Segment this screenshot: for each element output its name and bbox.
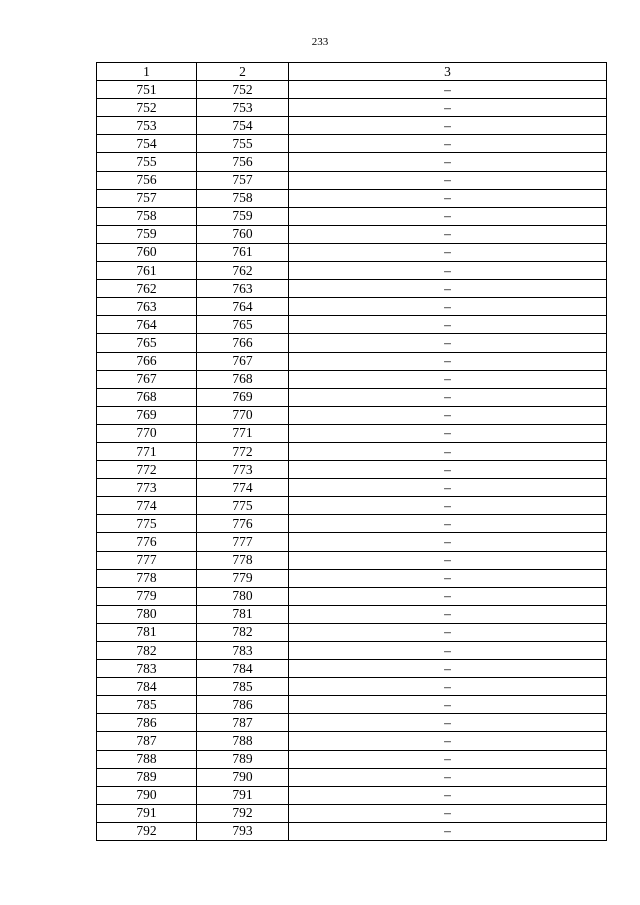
table-row bbox=[97, 461, 607, 479]
table-cell-col-3: – bbox=[289, 225, 607, 243]
table-row bbox=[97, 678, 607, 696]
table-cell-col-3: – bbox=[289, 497, 607, 515]
table-row bbox=[97, 660, 607, 678]
table-cell-col-3: – bbox=[289, 461, 607, 479]
table-row bbox=[97, 497, 607, 515]
table-cell-col-3: – bbox=[289, 370, 607, 388]
table-cell-col-1: 757 bbox=[97, 189, 197, 207]
table-cell-col-3: – bbox=[289, 171, 607, 189]
table-cell-col-3: – bbox=[289, 243, 607, 261]
table-cell-col-3: – bbox=[289, 804, 607, 822]
table-cell-col-1: 764 bbox=[97, 316, 197, 334]
table-cell-col-1: 787 bbox=[97, 732, 197, 750]
table-row bbox=[97, 732, 607, 750]
table-cell-col-2: 754 bbox=[197, 117, 289, 135]
table-cell-col-1: 769 bbox=[97, 406, 197, 424]
column-header-2: 2 bbox=[197, 63, 289, 81]
table-cell-col-1: 768 bbox=[97, 388, 197, 406]
table-cell-col-3: – bbox=[289, 442, 607, 460]
table-cell-col-2: 790 bbox=[197, 768, 289, 786]
table-cell-col-1: 781 bbox=[97, 623, 197, 641]
table-cell-col-1: 761 bbox=[97, 262, 197, 280]
table-cell-col-3: – bbox=[289, 406, 607, 424]
table-cell-col-2: 768 bbox=[197, 370, 289, 388]
table-row bbox=[97, 352, 607, 370]
table-row bbox=[97, 551, 607, 569]
table-cell-col-3: – bbox=[289, 153, 607, 171]
table-cell-col-2: 772 bbox=[197, 442, 289, 460]
table-cell-col-2: 783 bbox=[197, 642, 289, 660]
table-cell-col-2: 788 bbox=[197, 732, 289, 750]
table-cell-col-2: 776 bbox=[197, 515, 289, 533]
table-cell-col-3: – bbox=[289, 768, 607, 786]
table-cell-col-3: – bbox=[289, 262, 607, 280]
table-cell-col-2: 777 bbox=[197, 533, 289, 551]
table-cell-col-1: 789 bbox=[97, 768, 197, 786]
table-cell-col-2: 752 bbox=[197, 81, 289, 99]
table-row bbox=[97, 225, 607, 243]
table-cell-col-2: 786 bbox=[197, 696, 289, 714]
table-row bbox=[97, 822, 607, 840]
table-row bbox=[97, 316, 607, 334]
table-cell-col-3: – bbox=[289, 569, 607, 587]
table-cell-col-3: – bbox=[289, 424, 607, 442]
table-row bbox=[97, 696, 607, 714]
table-row bbox=[97, 605, 607, 623]
table-body bbox=[97, 81, 607, 841]
table-cell-col-1: 771 bbox=[97, 442, 197, 460]
column-header-3: 3 bbox=[289, 63, 607, 81]
table-cell-col-2: 767 bbox=[197, 352, 289, 370]
table-cell-col-2: 775 bbox=[197, 497, 289, 515]
table-row bbox=[97, 750, 607, 768]
table-cell-col-2: 757 bbox=[197, 171, 289, 189]
table-cell-col-2: 763 bbox=[197, 280, 289, 298]
table-cell-col-2: 773 bbox=[197, 461, 289, 479]
table-cell-col-3: – bbox=[289, 515, 607, 533]
table-row bbox=[97, 280, 607, 298]
table-cell-col-1: 785 bbox=[97, 696, 197, 714]
table-cell-col-1: 762 bbox=[97, 280, 197, 298]
table-cell-col-3: – bbox=[289, 642, 607, 660]
table-row bbox=[97, 171, 607, 189]
table-row bbox=[97, 334, 607, 352]
table-cell-col-2: 792 bbox=[197, 804, 289, 822]
table-cell-col-1: 774 bbox=[97, 497, 197, 515]
table-cell-col-3: – bbox=[289, 81, 607, 99]
table-row bbox=[97, 569, 607, 587]
table-cell-col-3: – bbox=[289, 678, 607, 696]
table-row bbox=[97, 479, 607, 497]
table-row bbox=[97, 804, 607, 822]
table-cell-col-3: – bbox=[289, 280, 607, 298]
table-cell-col-3: – bbox=[289, 551, 607, 569]
table-cell-col-1: 755 bbox=[97, 153, 197, 171]
table-cell-col-1: 791 bbox=[97, 804, 197, 822]
table-cell-col-2: 762 bbox=[197, 262, 289, 280]
table-cell-col-3: – bbox=[289, 207, 607, 225]
table-cell-col-2: 761 bbox=[197, 243, 289, 261]
table-cell-col-3: – bbox=[289, 334, 607, 352]
table-cell-col-3: – bbox=[289, 786, 607, 804]
table-row bbox=[97, 714, 607, 732]
table-cell-col-3: – bbox=[289, 605, 607, 623]
table-cell-col-2: 782 bbox=[197, 623, 289, 641]
table-cell-col-1: 775 bbox=[97, 515, 197, 533]
table-cell-col-1: 776 bbox=[97, 533, 197, 551]
table-cell-col-2: 770 bbox=[197, 406, 289, 424]
table-cell-col-2: 791 bbox=[197, 786, 289, 804]
table-cell-col-2: 787 bbox=[197, 714, 289, 732]
table-cell-col-3: – bbox=[289, 822, 607, 840]
table-cell-col-2: 771 bbox=[197, 424, 289, 442]
table-cell-col-2: 769 bbox=[197, 388, 289, 406]
table-cell-col-2: 758 bbox=[197, 189, 289, 207]
table-cell-col-3: – bbox=[289, 99, 607, 117]
table-cell-col-1: 777 bbox=[97, 551, 197, 569]
table-cell-col-1: 783 bbox=[97, 660, 197, 678]
table-row bbox=[97, 207, 607, 225]
table-row bbox=[97, 153, 607, 171]
table-cell-col-1: 788 bbox=[97, 750, 197, 768]
table-cell-col-2: 780 bbox=[197, 587, 289, 605]
table-row bbox=[97, 370, 607, 388]
table-cell-col-2: 784 bbox=[197, 660, 289, 678]
table-cell-col-1: 767 bbox=[97, 370, 197, 388]
table-row bbox=[97, 406, 607, 424]
table-cell-col-3: – bbox=[289, 388, 607, 406]
table-cell-col-1: 765 bbox=[97, 334, 197, 352]
table-row bbox=[97, 189, 607, 207]
table-cell-col-3: – bbox=[289, 750, 607, 768]
table-cell-col-3: – bbox=[289, 189, 607, 207]
table-cell-col-1: 782 bbox=[97, 642, 197, 660]
table-cell-col-1: 790 bbox=[97, 786, 197, 804]
table-cell-col-1: 773 bbox=[97, 479, 197, 497]
table-cell-col-2: 778 bbox=[197, 551, 289, 569]
table-cell-col-2: 766 bbox=[197, 334, 289, 352]
table-row bbox=[97, 262, 607, 280]
table-cell-col-3: – bbox=[289, 696, 607, 714]
table-row bbox=[97, 642, 607, 660]
table-cell-col-1: 752 bbox=[97, 99, 197, 117]
table-cell-col-2: 753 bbox=[197, 99, 289, 117]
table-row bbox=[97, 786, 607, 804]
table-cell-col-2: 793 bbox=[197, 822, 289, 840]
table-cell-col-2: 764 bbox=[197, 298, 289, 316]
table-cell-col-1: 780 bbox=[97, 605, 197, 623]
table-cell-col-3: – bbox=[289, 135, 607, 153]
table-cell-col-1: 792 bbox=[97, 822, 197, 840]
table-cell-col-1: 754 bbox=[97, 135, 197, 153]
table-cell-col-1: 779 bbox=[97, 587, 197, 605]
table-cell-col-2: 765 bbox=[197, 316, 289, 334]
table-cell-col-2: 779 bbox=[197, 569, 289, 587]
table-cell-col-3: – bbox=[289, 316, 607, 334]
table-cell-col-2: 785 bbox=[197, 678, 289, 696]
table-cell-col-1: 766 bbox=[97, 352, 197, 370]
table-cell-col-2: 759 bbox=[197, 207, 289, 225]
table-row bbox=[97, 99, 607, 117]
table-cell-col-2: 755 bbox=[197, 135, 289, 153]
table-cell-col-3: – bbox=[289, 298, 607, 316]
table-row bbox=[97, 298, 607, 316]
table-cell-col-1: 772 bbox=[97, 461, 197, 479]
table-cell-col-1: 756 bbox=[97, 171, 197, 189]
table-row bbox=[97, 768, 607, 786]
table-cell-col-3: – bbox=[289, 587, 607, 605]
table-cell-col-1: 784 bbox=[97, 678, 197, 696]
table-cell-col-2: 781 bbox=[197, 605, 289, 623]
table-cell-col-3: – bbox=[289, 660, 607, 678]
table-cell-col-1: 763 bbox=[97, 298, 197, 316]
table-row bbox=[97, 515, 607, 533]
table-row bbox=[97, 135, 607, 153]
table-cell-col-3: – bbox=[289, 479, 607, 497]
table-cell-col-2: 756 bbox=[197, 153, 289, 171]
table-cell-col-2: 760 bbox=[197, 225, 289, 243]
table-row bbox=[97, 388, 607, 406]
table-row bbox=[97, 424, 607, 442]
table-cell-col-1: 753 bbox=[97, 117, 197, 135]
table-header bbox=[97, 63, 607, 81]
table-cell-col-1: 751 bbox=[97, 81, 197, 99]
table-row bbox=[97, 587, 607, 605]
table-cell-col-1: 786 bbox=[97, 714, 197, 732]
table-cell-col-1: 759 bbox=[97, 225, 197, 243]
table-cell-col-3: – bbox=[289, 533, 607, 551]
table-cell-col-3: – bbox=[289, 714, 607, 732]
table-cell-col-3: – bbox=[289, 732, 607, 750]
table-row bbox=[97, 243, 607, 261]
table-cell-col-1: 778 bbox=[97, 569, 197, 587]
table-row bbox=[97, 81, 607, 99]
table-cell-col-1: 758 bbox=[97, 207, 197, 225]
table-row bbox=[97, 117, 607, 135]
table-row bbox=[97, 533, 607, 551]
page-number: 233 bbox=[311, 36, 329, 48]
table-cell-col-3: – bbox=[289, 352, 607, 370]
table-cell-col-2: 789 bbox=[197, 750, 289, 768]
table-row bbox=[97, 623, 607, 641]
table-cell-col-3: – bbox=[289, 117, 607, 135]
table-row bbox=[97, 442, 607, 460]
column-header-1: 1 bbox=[97, 63, 197, 81]
table-cell-col-1: 760 bbox=[97, 243, 197, 261]
table-cell-col-2: 774 bbox=[197, 479, 289, 497]
table-cell-col-3: – bbox=[289, 623, 607, 641]
header-row bbox=[97, 63, 607, 81]
table-cell-col-1: 770 bbox=[97, 424, 197, 442]
data-table bbox=[96, 62, 607, 841]
